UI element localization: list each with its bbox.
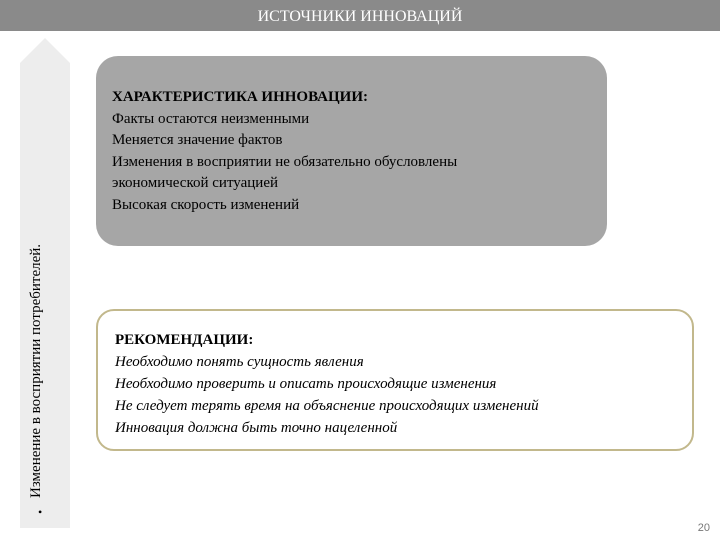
recommendations-box [96,309,694,451]
recommendations-line: Инновация должна быть точно нацеленной [115,420,398,436]
characteristics-line: Меняется значение фактов [112,132,283,148]
characteristics-heading: ХАРАКТЕРИСТИКА ИННОВАЦИИ: [112,89,368,105]
characteristics-line: Высокая скорость изменений [112,196,300,213]
recommendations-heading: РЕКОМЕНДАЦИИ: [115,332,254,348]
recommendations-line: Необходимо проверить и описать происходящие изменения [115,376,497,392]
characteristics-line: Изменения в восприятии не обязательно обусловлены [112,153,458,170]
slide-title: ИСТОЧНИКИ ИННОВАЦИЙ [257,8,463,25]
characteristics-line: Факты остаются неизменными [112,110,310,127]
recommendations-line: Необходимо понять сущность явления [115,354,364,370]
recommendations-content [115,329,539,439]
page-number: 20 [697,522,710,534]
side-bullet: • [38,505,43,519]
characteristics-line: экономической ситуацией [112,175,279,191]
side-label: Изменение в восприятии потребителей. [28,243,44,498]
characteristics-content [112,87,457,216]
recommendations-line: Не следует терять время на объяснение происходящих изменений [115,398,539,414]
characteristics-box [96,56,607,246]
